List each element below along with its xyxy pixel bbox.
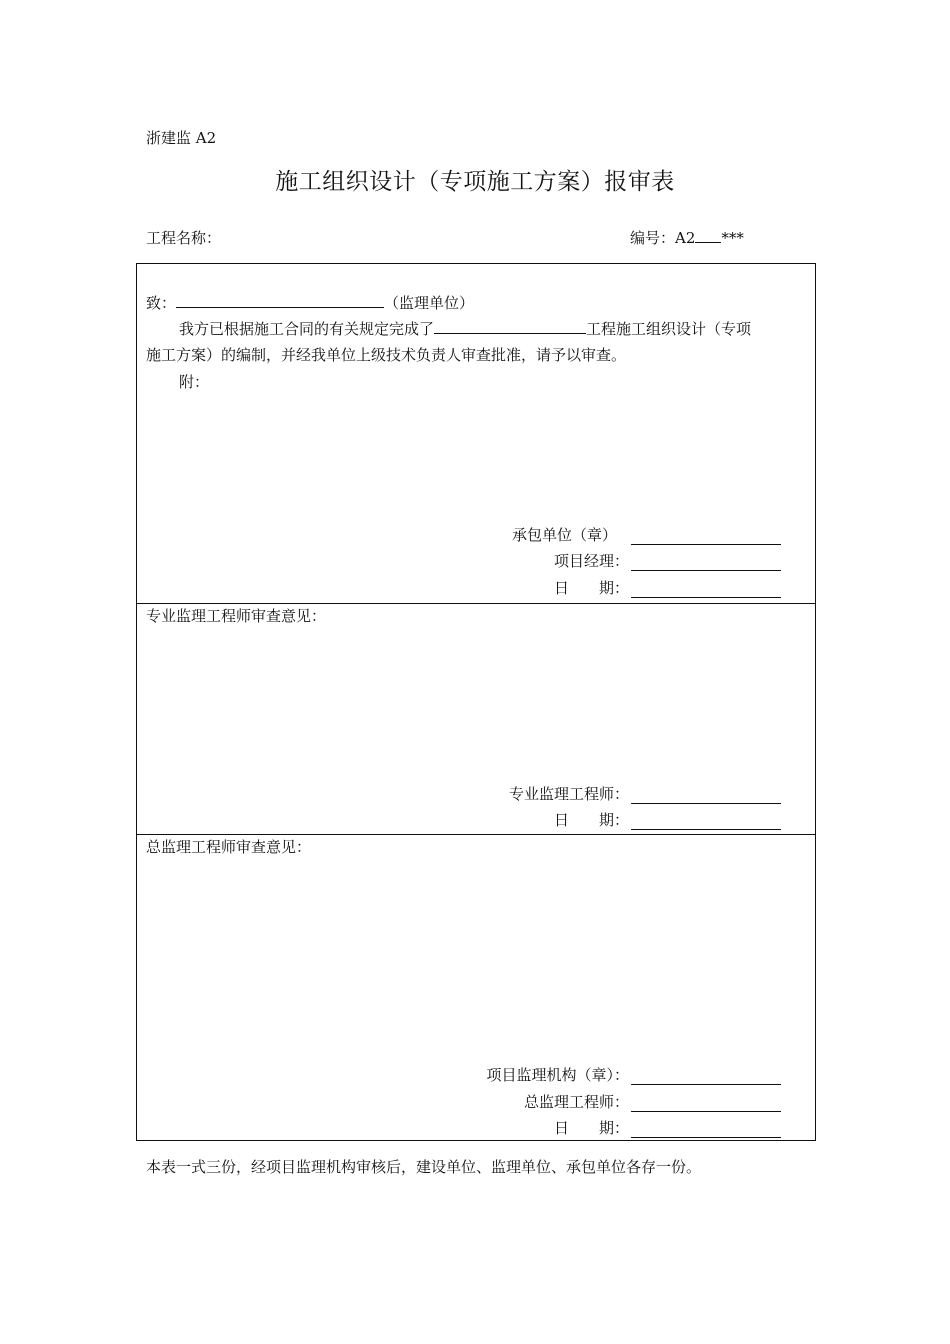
agency-label: 项目监理机构（章）：	[486, 1066, 629, 1084]
serial-value: ***	[721, 229, 744, 247]
review-form-table	[136, 263, 816, 1141]
to-suffix: （监理单位）	[384, 294, 475, 312]
project-name-label: 工程名称：	[146, 229, 222, 247]
engineer-row	[509, 784, 781, 804]
footer-note: 本表一式三份，经项目监理机构审核后，建设单位、监理单位、承包单位各存一份。	[146, 1158, 702, 1176]
manager-label: 项目经理：	[553, 552, 629, 570]
agency-field[interactable]	[631, 1070, 781, 1085]
date-row-1	[554, 578, 781, 598]
contractor-row	[512, 525, 781, 545]
manager-field[interactable]	[631, 556, 781, 571]
date-field-3[interactable]	[631, 1123, 781, 1138]
date-label-1: 日 期：	[553, 579, 629, 597]
body-part2: 工程施工组织设计（专项	[586, 320, 752, 338]
to-line	[146, 292, 474, 313]
date-field-1[interactable]	[631, 583, 781, 598]
page-title: 施工组织设计（专项施工方案）报审表	[275, 169, 675, 195]
contractor-label: 承包单位（章）	[511, 526, 617, 544]
date-row-3	[554, 1118, 781, 1138]
chief-row	[524, 1092, 781, 1112]
contractor-field[interactable]	[631, 530, 781, 545]
body-line-2: 施工方案）的编制，并经我单位上级技术负责人审查批准，请予以审查。	[146, 346, 627, 364]
attachment-label: 附：	[179, 373, 210, 391]
chief-opinion-heading: 总监理工程师审查意见：	[146, 838, 312, 856]
date-row-2	[554, 810, 781, 830]
divider-2	[137, 834, 815, 835]
agency-row	[486, 1065, 781, 1085]
serial-number	[630, 228, 744, 248]
serial-blank[interactable]	[695, 228, 721, 243]
to-label: 致：	[146, 294, 177, 312]
date-field-2[interactable]	[631, 815, 781, 830]
form-code: 浙建监 A2	[146, 129, 217, 147]
serial-label: 编号：A2	[630, 229, 696, 247]
project-field[interactable]	[434, 318, 586, 334]
body-part1: 我方已根据施工合同的有关规定完成了	[179, 320, 435, 338]
date-label-3: 日 期：	[553, 1119, 629, 1137]
date-label-2: 日 期：	[553, 811, 629, 829]
engineer-label: 专业监理工程师：	[508, 785, 629, 803]
divider-1	[137, 603, 815, 604]
chief-label: 总监理工程师：	[523, 1093, 629, 1111]
body-line-1	[179, 318, 751, 339]
manager-row	[554, 551, 781, 571]
engineer-opinion-heading: 专业监理工程师审查意见：	[146, 607, 327, 625]
engineer-field[interactable]	[631, 789, 781, 804]
chief-field[interactable]	[631, 1097, 781, 1112]
supervisor-unit-field[interactable]	[176, 292, 384, 308]
